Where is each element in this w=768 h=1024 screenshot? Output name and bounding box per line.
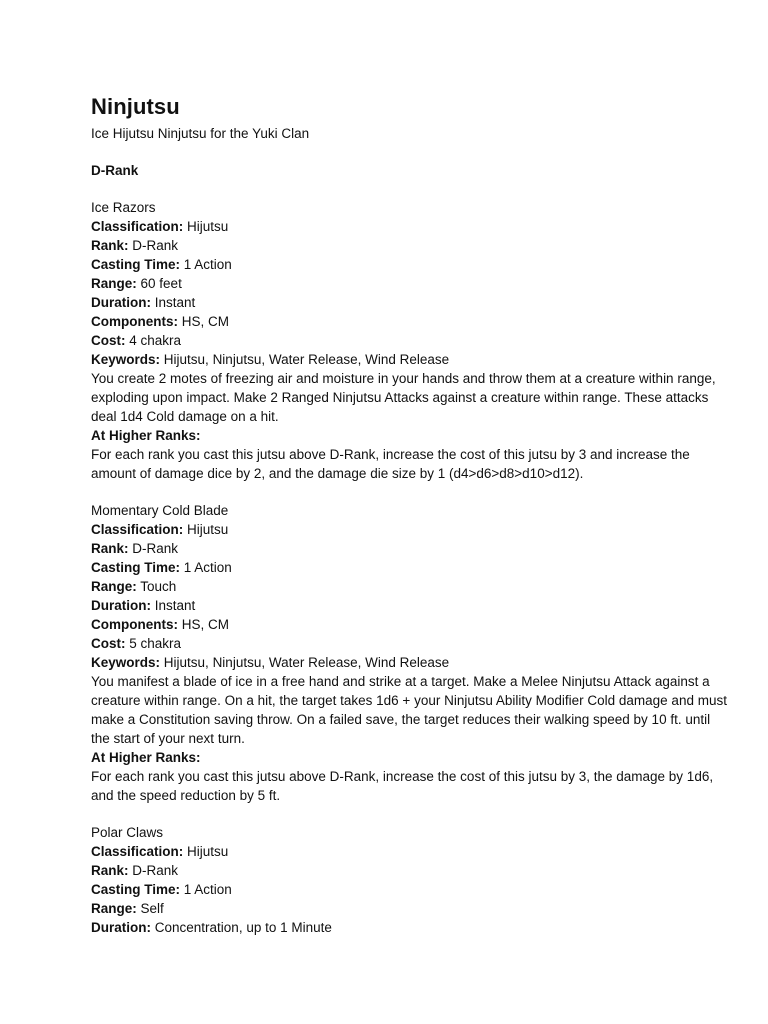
jutsu-entry-ice-razors [91, 198, 731, 483]
cost-line [91, 331, 731, 350]
rank-heading: D-Rank [91, 163, 139, 178]
jutsu-description: You manifest a blade of ice in a free hand and strike at a target. Make a Melee Ninjutsu Attack against a creature within range. On a hit, the target takes 1d6 + your Ninjutsu Ability Modifier Cold damage and must make a Constitution saving throw. On a failed save, the target reduces their walking speed by 10 ft. until the start of your next turn. [91, 674, 727, 746]
range-value: 60 feet [140, 276, 182, 291]
jutsu-name: Ice Razors [91, 200, 156, 215]
classification-label: Classification: [91, 219, 184, 234]
components-value: HS, CM [181, 617, 230, 632]
cost-value: 5 chakra [129, 636, 182, 651]
duration-line [91, 293, 731, 312]
casting-time-label: Casting Time: [91, 560, 181, 575]
classification-line [91, 842, 731, 861]
keywords-value: Hijutsu, Ninjutsu, Water Release, Wind Release [163, 655, 450, 670]
keywords-label: Keywords: [91, 655, 161, 670]
casting-time-value: 1 Action [183, 560, 232, 575]
higher-ranks-label: At Higher Ranks: [91, 750, 201, 765]
rank-label: Rank: [91, 238, 129, 253]
classification-line [91, 520, 731, 539]
page-title: Ninjutsu [91, 94, 180, 119]
range-line [91, 899, 731, 918]
jutsu-name: Polar Claws [91, 825, 164, 840]
cost-line [91, 634, 731, 653]
classification-line [91, 217, 731, 236]
casting-time-value: 1 Action [183, 257, 232, 272]
casting-time-line [91, 255, 731, 274]
cost-label: Cost: [91, 333, 126, 348]
keywords-label: Keywords: [91, 352, 161, 367]
components-line [91, 615, 731, 634]
rank-line [91, 861, 731, 880]
keywords-line [91, 653, 731, 672]
higher-ranks-text: For each rank you cast this jutsu above D-Rank, increase the cost of this jutsu by 3, the damage by 1d6, and the speed reduction by 5 ft. [91, 769, 714, 803]
range-label: Range: [91, 579, 137, 594]
classification-label: Classification: [91, 844, 184, 859]
casting-time-line [91, 880, 731, 899]
range-line [91, 577, 731, 596]
page-subtitle: Ice Hijutsu Ninjutsu for the Yuki Clan [91, 126, 310, 141]
classification-value: Hijutsu [187, 844, 229, 859]
duration-value: Instant [154, 295, 196, 310]
rank-value: D-Rank [132, 863, 179, 878]
components-label: Components: [91, 617, 178, 632]
rank-value: D-Rank [132, 541, 179, 556]
cost-value: 4 chakra [129, 333, 182, 348]
classification-label: Classification: [91, 522, 184, 537]
jutsu-entry-momentary-cold-blade [91, 501, 731, 805]
rank-line [91, 539, 731, 558]
casting-time-value: 1 Action [183, 882, 232, 897]
jutsu-description: You create 2 motes of freezing air and moisture in your hands and throw them at a creature within range, exploding upon impact. Make 2 Ranged Ninjutsu Attacks against a creature within range. These attacks deal 1d4 Cold damage on a hit. [91, 371, 716, 424]
components-label: Components: [91, 314, 178, 329]
range-label: Range: [91, 901, 137, 916]
document-page [91, 93, 731, 937]
duration-line [91, 918, 731, 937]
rank-label: Rank: [91, 863, 129, 878]
duration-line [91, 596, 731, 615]
components-value: HS, CM [181, 314, 230, 329]
range-value: Touch [140, 579, 177, 594]
duration-value: Instant [154, 598, 196, 613]
cost-label: Cost: [91, 636, 126, 651]
duration-value: Concentration, up to 1 Minute [154, 920, 332, 935]
rank-label: Rank: [91, 541, 129, 556]
higher-ranks-text: For each rank you cast this jutsu above D-Rank, increase the cost of this jutsu by 3 and increase the amount of damage dice by 2, and the damage die size by 1 (d4>d6>d8>d10>d12). [91, 447, 690, 481]
casting-time-label: Casting Time: [91, 882, 181, 897]
duration-label: Duration: [91, 598, 151, 613]
casting-time-label: Casting Time: [91, 257, 181, 272]
components-line [91, 312, 731, 331]
keywords-line [91, 350, 731, 369]
jutsu-entry-polar-claws [91, 823, 731, 937]
duration-label: Duration: [91, 920, 151, 935]
higher-ranks-label: At Higher Ranks: [91, 428, 201, 443]
keywords-value: Hijutsu, Ninjutsu, Water Release, Wind Release [163, 352, 450, 367]
classification-value: Hijutsu [187, 522, 229, 537]
range-label: Range: [91, 276, 137, 291]
range-line [91, 274, 731, 293]
rank-line [91, 236, 731, 255]
classification-value: Hijutsu [187, 219, 229, 234]
range-value: Self [140, 901, 164, 916]
rank-value: D-Rank [132, 238, 179, 253]
jutsu-name: Momentary Cold Blade [91, 503, 229, 518]
duration-label: Duration: [91, 295, 151, 310]
casting-time-line [91, 558, 731, 577]
